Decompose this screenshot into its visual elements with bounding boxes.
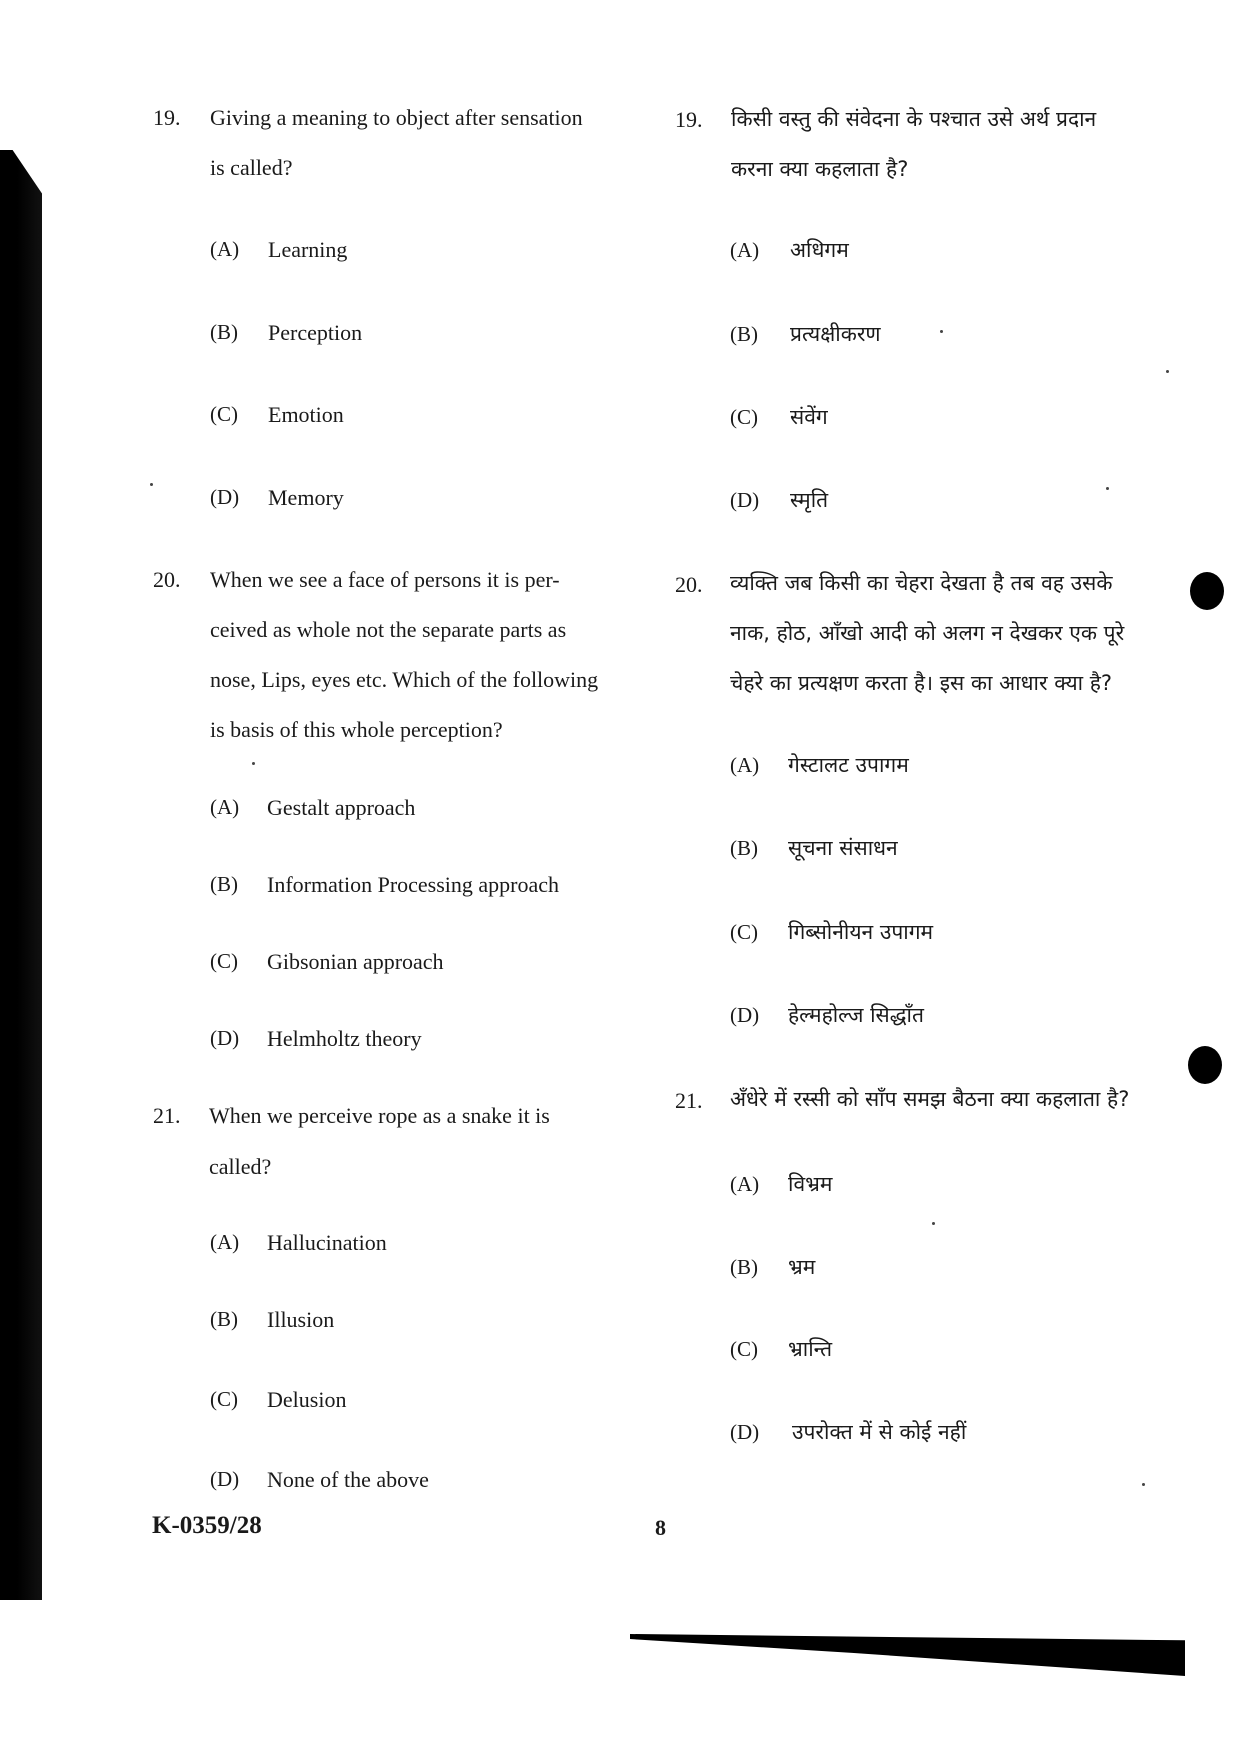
scan-speck [1106,487,1109,490]
question-text-line: Giving a meaning to object after sensation [210,105,583,130]
option-text: Perception [268,320,363,345]
scan-shadow-left [0,150,42,1600]
option-text: हेल्महोल्ज सिद्धाँत [788,1003,924,1027]
option-letter: (D) [730,1420,760,1444]
question-number: 20. [675,572,703,597]
option-text: अधिगम [790,238,849,262]
question-text-line: करना क्या कहलाता है? [731,157,909,181]
option-letter: (C) [210,949,238,973]
option-text: सूचना संसाधन [788,836,898,860]
option-letter: (A) [730,238,760,262]
option-text: Illusion [267,1307,335,1332]
option-letter: (C) [730,920,758,944]
option-letter: (A) [730,753,760,777]
scan-speck [1142,1483,1145,1486]
option-letter: (D) [210,1026,240,1050]
question-text-line: is called? [210,155,293,180]
option-letter: (A) [210,1230,240,1254]
option-letter: (B) [730,836,758,860]
question-text-line: nose, Lips, eyes etc. Which of the following [210,667,599,692]
option-letter: (D) [730,488,760,512]
option-letter: (C) [210,1387,238,1411]
option-text: Information Processing approach [267,872,560,897]
option-letter: (A) [730,1172,760,1196]
option-letter: (C) [730,1337,758,1361]
option-letter: (D) [210,1467,240,1491]
option-letter: (B) [210,1307,238,1331]
option-text: प्रत्यक्षीकरण [790,322,881,346]
option-text: भ्रम [788,1255,816,1279]
question-text-line: व्यक्ति जब किसी का चेहरा देखता है तब वह उसके [730,571,1113,595]
question-number: 19. [153,105,181,130]
option-text: गिब्सोनीयन उपागम [788,920,934,944]
question-number: 21. [153,1103,181,1128]
question-number: 20. [153,567,181,592]
punch-hole-top [1190,572,1224,610]
scan-speck [932,1222,935,1225]
question-text-line: When we see a face of persons it is per- [210,567,560,592]
option-text: Learning [268,237,348,262]
question-text-line: नाक, होठ, आँखो आदी को अलग न देखकर एक पूरे [730,621,1125,645]
question-text-line: called? [209,1154,272,1179]
option-text: Delusion [267,1387,347,1412]
question-text-line: is basis of this whole perception? [210,717,503,742]
option-text: उपरोक्त में से कोई नहीं [792,1420,967,1444]
option-letter: (D) [730,1003,760,1027]
option-text: Memory [268,485,344,510]
option-text: स्मृति [790,488,829,512]
option-letter: (C) [210,402,238,426]
option-text: संवेंग [790,405,828,429]
option-letter: (D) [210,485,240,509]
option-text: Emotion [268,402,344,427]
option-letter: (B) [210,320,238,344]
scan-shadow-bottom [630,1634,1185,1676]
scan-speck [150,483,153,486]
question-number: 19. [675,107,703,132]
option-text: विभ्रम [788,1172,833,1196]
option-text: None of the above [267,1467,429,1492]
booklet-code: K-0359/28 [152,1512,262,1539]
option-letter: (B) [210,872,238,896]
option-text: Helmholtz theory [267,1026,422,1051]
option-letter: (B) [730,1255,758,1279]
option-text: Gibsonian approach [267,949,444,974]
option-text: Hallucination [267,1230,387,1255]
option-text: गेस्टालट उपागम [788,753,909,777]
question-text-line: किसी वस्तु की संवेदना के पश्चात उसे अर्थ प्रदान [731,107,1097,131]
option-letter: (A) [210,237,240,261]
question-text-line: अँधेरे में रस्सी को साँप समझ बैठना क्या कहलाता है? [730,1087,1130,1111]
option-text: भ्रान्ति [788,1337,833,1361]
option-letter: (C) [730,405,758,429]
question-number: 21. [675,1088,703,1113]
scan-speck [252,762,255,765]
option-text: Gestalt approach [267,795,416,820]
scan-speck [1166,370,1169,373]
question-text-line: ceived as whole not the separate parts as [210,617,567,642]
scan-speck [940,330,943,333]
option-letter: (B) [730,322,758,346]
page-number: 8 [655,1515,666,1540]
punch-hole-bottom [1188,1046,1222,1084]
question-text-line: When we perceive rope as a snake it is [209,1103,550,1128]
option-letter: (A) [210,795,240,819]
question-text-line: चेहरे का प्रत्यक्षण करता है। इस का आधार क्या है? [730,671,1113,695]
